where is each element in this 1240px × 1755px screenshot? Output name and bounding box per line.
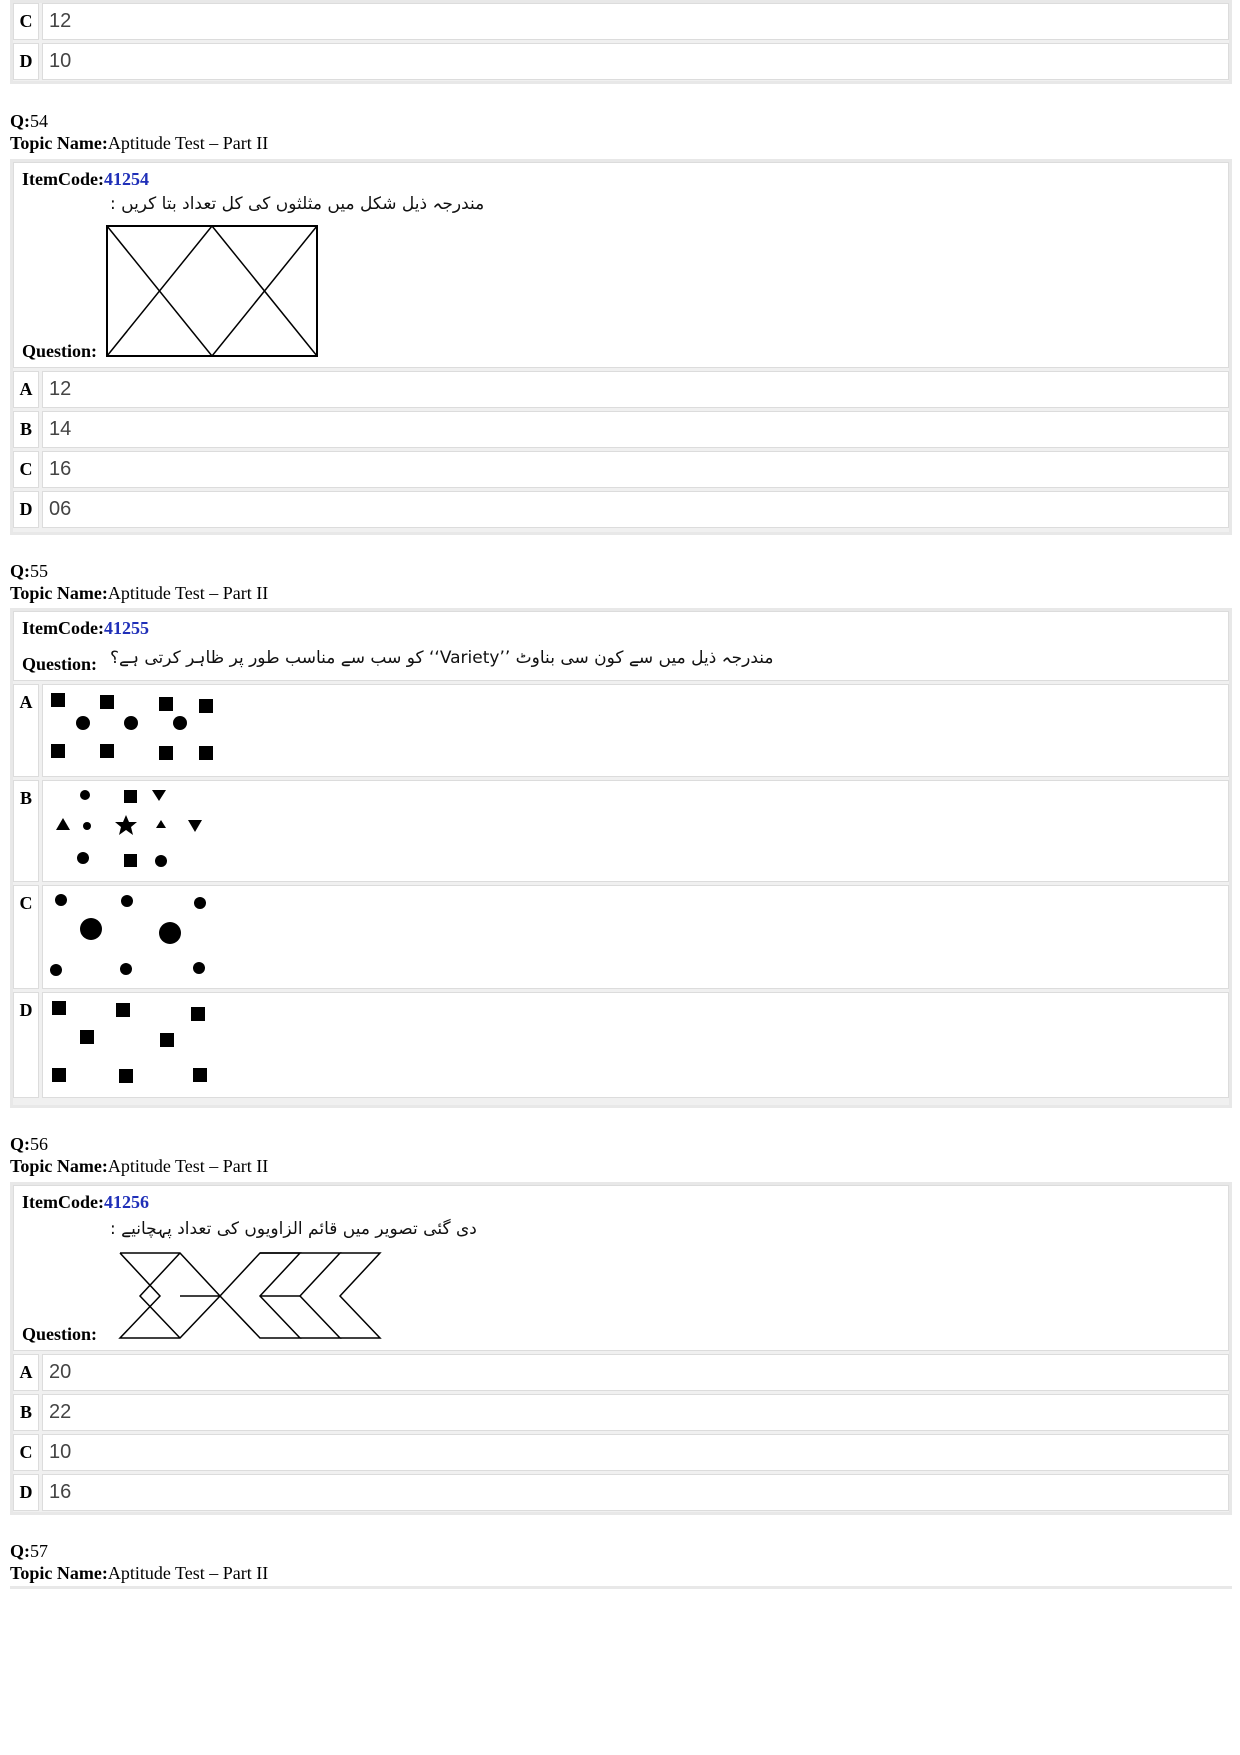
- option-letter: D: [13, 491, 39, 528]
- item-code: ItemCode:41254: [22, 169, 149, 189]
- question-table: [10, 608, 1232, 1108]
- option-letter: C: [13, 3, 39, 40]
- option-row[interactable]: [13, 1434, 1229, 1471]
- question-header: [10, 1133, 1232, 1177]
- question-stem: [13, 162, 1229, 368]
- option-letter: B: [13, 780, 39, 882]
- question-number: Q:57: [10, 1541, 48, 1561]
- question-label: Question:: [22, 1324, 98, 1344]
- option-figure: [42, 992, 1229, 1098]
- question-label: Question:: [22, 341, 98, 361]
- question-stem: [13, 611, 1229, 681]
- question-table: [10, 159, 1232, 535]
- option-row[interactable]: [13, 451, 1229, 488]
- option-letter: C: [13, 885, 39, 989]
- option-row[interactable]: [13, 491, 1229, 528]
- option-row[interactable]: [13, 411, 1229, 448]
- option-row[interactable]: [13, 1474, 1229, 1511]
- question-header: [10, 1540, 1232, 1584]
- option-row[interactable]: [13, 1394, 1229, 1431]
- option-letter: D: [13, 1474, 39, 1511]
- chevrons-figure: [110, 1248, 400, 1344]
- option-value: 10: [42, 1434, 1229, 1471]
- option-letter: A: [13, 371, 39, 408]
- option-figure: [42, 780, 1229, 882]
- option-letter: D: [13, 43, 39, 80]
- option-value: 16: [42, 1474, 1229, 1511]
- question-table: [10, 1182, 1232, 1515]
- option-value: 14: [42, 411, 1229, 448]
- option-letter: A: [13, 1354, 39, 1391]
- question-label: Question:: [22, 654, 98, 674]
- option-letter: B: [13, 1394, 39, 1431]
- option-row[interactable]: [13, 371, 1229, 408]
- option-value: 12: [42, 371, 1229, 408]
- pattern-d-figure: [49, 999, 239, 1095]
- option-value: 06: [42, 491, 1229, 528]
- question-text: مندرجہ ذیل میں سے کون سی بناوٹ ’’Variety‘‘ کو سب سے مناسب طور پر ظاہر کرتی ہے؟: [110, 648, 774, 668]
- divider: [10, 1586, 1232, 1589]
- topic-name: Topic Name:Aptitude Test – Part II: [10, 1563, 269, 1583]
- option-figure: [42, 684, 1229, 777]
- prev-question-options: [10, 0, 1232, 84]
- option-row[interactable]: [13, 1354, 1229, 1391]
- question-header: [10, 560, 1232, 604]
- option-letter: A: [13, 684, 39, 777]
- option-letter: B: [13, 411, 39, 448]
- option-value: 12: [42, 3, 1229, 40]
- option-row[interactable]: [13, 780, 1229, 882]
- option-row[interactable]: [13, 992, 1229, 1098]
- option-figure: [42, 885, 1229, 989]
- item-code: ItemCode:41255: [22, 618, 149, 638]
- option-value: 10: [42, 43, 1229, 80]
- option-letter: C: [13, 1434, 39, 1471]
- question-number: Q:56: [10, 1134, 48, 1154]
- option-row[interactable]: [13, 684, 1229, 777]
- item-code: ItemCode:41256: [22, 1192, 149, 1212]
- option-row[interactable]: [13, 3, 1229, 40]
- topic-name: Topic Name:Aptitude Test – Part II: [10, 583, 269, 603]
- option-row[interactable]: [13, 885, 1229, 989]
- option-value: 20: [42, 1354, 1229, 1391]
- question-stem: [13, 1185, 1229, 1351]
- pattern-a-figure: [49, 691, 239, 771]
- question-text: دی گئی تصویر میں قائم الزاویوں کی تعداد پہچانیے :: [110, 1219, 477, 1239]
- option-letter: D: [13, 992, 39, 1098]
- topic-name: Topic Name:Aptitude Test – Part II: [10, 133, 269, 153]
- option-letter: C: [13, 451, 39, 488]
- option-value: 22: [42, 1394, 1229, 1431]
- pattern-b-figure: [49, 787, 239, 879]
- question-number: Q:54: [10, 111, 48, 131]
- question-text: مندرجہ ذیل شکل میں مثلثوں کی کل تعداد بتا کریں :: [110, 194, 485, 214]
- option-row[interactable]: [13, 43, 1229, 80]
- question-number: Q:55: [10, 561, 48, 581]
- topic-name: Topic Name:Aptitude Test – Part II: [10, 1156, 269, 1176]
- option-value: 16: [42, 451, 1229, 488]
- question-header: [10, 110, 1232, 154]
- triangles-figure: [104, 223, 324, 363]
- pattern-c-figure: [49, 892, 239, 986]
